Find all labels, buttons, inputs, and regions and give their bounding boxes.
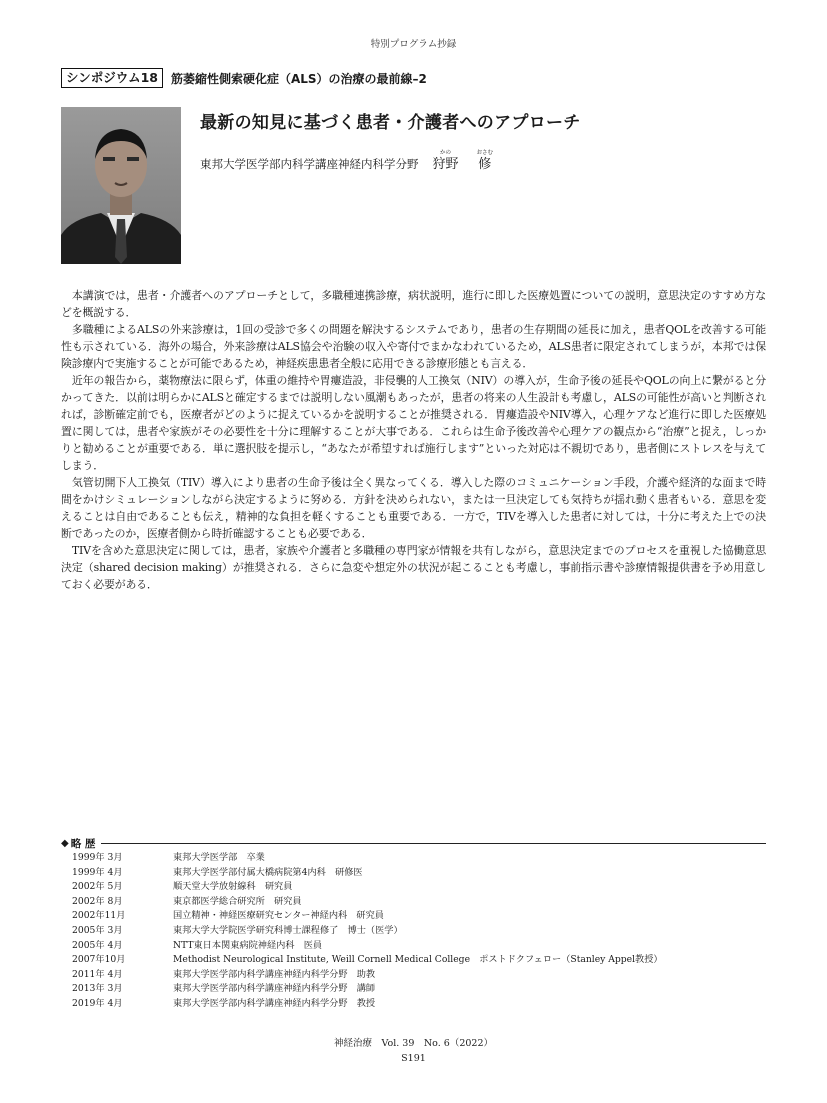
- history-text: 東邦大学医学部付属大橋病院第4内科 研修医: [173, 866, 363, 878]
- paragraph: 多職種によるALSの外来診療は，1回の受診で多くの問題を解決するシステムであり，患者の生存期間の延長に加え，患者QOLを改善する可能性も示されている．海外の場合，外来診療はALS協会や治験の収入や寄付でまかなわれているため，ALS患者に限定されてしまうが，本邦では保険診療内で実施することが可能であるため，神経疾患患者全般に応用できる診療形態とも言える．: [61, 323, 766, 370]
- author-name: [433, 150, 512, 172]
- affiliation: 東邦大学医学部内科学講座神経内科学分野: [200, 157, 419, 171]
- history-date: 2002年 8月: [72, 895, 123, 907]
- list-item: [72, 939, 766, 954]
- session-label: シンポジウム18: [61, 68, 163, 88]
- session-title: 筋萎縮性側索硬化症（ALS）の治療の最前線–2: [170, 71, 427, 86]
- history-text: 国立精神・神経医療研究センター神経内科 研究員: [173, 910, 384, 922]
- history-text: 東邦大学医学部内科学講座神経内科学分野 教授: [173, 997, 376, 1009]
- paragraph: 近年の報告から，薬物療法に限らず，体重の維持や胃瘻造設，非侵襲的人工換気（NIV）の導入が，生命予後の延長やQOLの向上に繋がると分かってきた．以前は明らかにALSと確定するまでは説明しない風潮もあったが，患者の将来の人生設計も考慮し，ALSの可能性が高いと判断されれば，診断確定前でも，医療者がどのように捉えているかを説明することが推奨される．胃瘻造設やNIV導入，心理ケアなど進行に即した医療処置に関しては，患者や家族がその必要性を十分に理解することが大事である．これらは生命予後改善や心理ケアの観点から“治療”と捉え，しっかりと勧めることが重要である．単に選択肢を提示し，“あなたが希望すれば施行します”といった対応は不親切であり，患者側にストレスを与えてしまう．: [61, 374, 766, 472]
- author-family-ruby: かの: [440, 150, 452, 156]
- journal-citation: 神経治療 Vol. 39 No. 6（2022）: [334, 1038, 493, 1049]
- diamond-bullet-icon: ◆: [61, 837, 69, 849]
- history-title: 略 歴: [70, 837, 96, 850]
- author-affiliation-row: [200, 150, 511, 172]
- author-given-ruby: おさむ: [476, 150, 494, 156]
- page-number: S191: [401, 1053, 426, 1064]
- paragraph: 気管切開下人工換気（TIV）導入により患者の生命予後は全く異なってくる．導入した際のコミュニケーション手段，介護や経済的な面まで時間をかけシミュレーションしながら決定するように努める．方針を決められない，または一旦決定しても気持ちが揺れ動く患者もいる．意思を変えることは自由であることも伝え，精神的な負担を軽くすることも重要である．一方で，TIVを導入した患者に対しては，十分に考えた上での決断であったのか，医療者側から時折確認することも必要である．: [61, 476, 766, 540]
- author-photo: [61, 107, 181, 264]
- history-text: 東邦大学医学部内科学講座神経内科学分野 助教: [173, 968, 376, 980]
- history-text: Methodist Neurological Institute, Weill Cornell Medical College ポストドクフェロー（Stanley Appel教授）: [173, 954, 663, 966]
- paragraph: TIVを含めた意思決定に関しては，患者，家族や介護者と多職種の専門家が情報を共有しながら，意思決定までのプロセスを重視した協働意思決定（shared decision making）が推奨される．さらに急変や想定外の状況が起こることも考慮し，事前指示書や診療情報提供書を予め用意しておく必要がある．: [61, 544, 766, 591]
- page-footer: [0, 1036, 827, 1066]
- history-date: 2011年 4月: [72, 968, 123, 980]
- history-text: 東京都医学総合研究所 研究員: [173, 895, 302, 907]
- history-date: 1999年 3月: [72, 852, 123, 863]
- session-heading: [61, 67, 766, 89]
- author-given-name: 修: [478, 157, 492, 172]
- history-text: 東邦大学医学部内科学講座神経内科学分野 講師: [173, 983, 376, 995]
- article-title: 最新の知見に基づく患者・介護者へのアプローチ: [200, 113, 581, 133]
- list-item: [72, 866, 766, 881]
- history-date: 2005年 3月: [72, 924, 123, 936]
- history-text: 東邦大学医学部 卒業: [173, 852, 265, 863]
- paragraph: 本講演では，患者・介護者へのアプローチとして，多職種連携診療，病状説明，進行に即した医療処置についての説明，意思決定のすすめ方などを概説する．: [61, 289, 766, 319]
- list-item: [72, 953, 766, 968]
- history-list: [72, 851, 766, 1012]
- list-item: [72, 982, 766, 997]
- history-header: [61, 835, 766, 851]
- abstract-body: [61, 287, 766, 593]
- history-text: NTT東日本関東病院神経内科 医員: [173, 939, 323, 951]
- divider: [101, 843, 766, 844]
- list-item: [72, 880, 766, 895]
- history-text: 東邦大学大学院医学研究科博士課程修了 博士（医学）: [173, 924, 403, 936]
- list-item: [72, 851, 766, 866]
- list-item: [72, 909, 766, 924]
- list-item: [72, 968, 766, 983]
- list-item: [72, 895, 766, 910]
- history-date: 1999年 4月: [72, 866, 123, 878]
- history-date: 2005年 4月: [72, 939, 123, 951]
- list-item: [72, 924, 766, 939]
- history-date: 2002年11月: [72, 910, 126, 922]
- author-family-name: 狩野: [432, 157, 459, 172]
- list-item: [72, 997, 766, 1012]
- history-date: 2019年 4月: [72, 997, 123, 1009]
- running-header: 特別プログラム抄録: [370, 39, 457, 50]
- author-portrait-icon: [61, 107, 181, 264]
- history-date: 2007年10月: [72, 954, 126, 966]
- history-date: 2013年 3月: [72, 983, 123, 995]
- history-date: 2002年 5月: [72, 881, 123, 893]
- history-text: 順天堂大学放射線科 研究員: [173, 881, 293, 893]
